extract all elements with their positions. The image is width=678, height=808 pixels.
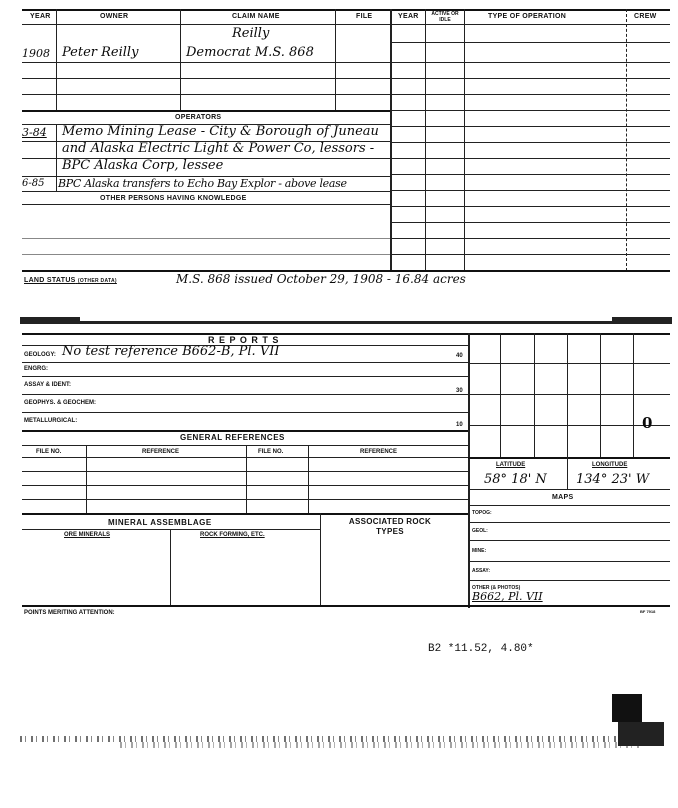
knowledge-title: OTHER PERSONS HAVING KNOWLEDGE [100,195,247,202]
geophys-label: GEOPHYS. & GEOCHEM: [24,400,97,406]
header-year: YEAR [30,13,51,20]
assay-map-label: ASSAY: [472,568,491,574]
operator-line-1: Memo Mining Lease - City & Borough of Juneau [62,124,379,139]
associated-rock-types: ASSOCIATED ROCK TYPES [348,517,432,536]
claim-owner: Peter Reilly [62,45,139,60]
col-reference-2: REFERENCE [360,449,398,455]
location-mark: 0 [642,414,653,432]
land-status-sub: (OTHER DATA) [77,278,117,284]
mine-label: MINE: [472,548,487,554]
header-crew: CREW [634,13,657,20]
header-year-2: YEAR [398,13,419,20]
ore-minerals: ORE MINERALS [64,532,111,538]
rock-forming: ROCK FORMING, ETC. [200,532,265,538]
claim-name: Democrat M.S. 868 [186,45,314,60]
longitude-value: 134° 23' W [576,472,650,487]
num-10: 10 [456,422,463,428]
claim-year: 1908 [22,47,50,60]
col-file-no-1: FILE NO. [36,449,62,455]
points-meriting-attention: POINTS MERITING ATTENTION: [24,610,115,616]
claim-group-name: Reilly [232,26,270,41]
num-40: 40 [456,353,463,359]
operators-title: OPERATORS [175,114,222,121]
assay-label: ASSAY & IDENT: [24,382,72,388]
latitude-label: LATITUDE [496,462,526,468]
operator-line-2: and Alaska Electric Light & Power Co, lessors - [62,141,375,156]
topog-label: TOPOG: [472,510,492,516]
col-reference-1: REFERENCE [142,449,180,455]
card-divider [20,321,672,324]
typed-note: B2 *11.52, 4.80* [428,643,534,655]
header-active-idle: ACTIVE OR IDLE [431,11,459,23]
header-type-of-operation: TYPE OF OPERATION [488,13,567,20]
num-30: 30 [456,388,463,394]
metallurgical-label: METALLURGICAL: [24,418,78,424]
col-file-no-2: FILE NO. [258,449,284,455]
land-status-label [24,277,117,284]
general-references-title: GENERAL REFERENCES [180,433,285,442]
header-claim-name: CLAIM NAME [232,13,280,20]
geol-label: GEOL: [472,528,488,534]
operator-line-4: BPC Alaska transfers to Echo Bay Explor - above lease [58,177,347,190]
other-photos-value: B662, Pl. VII [472,590,543,603]
engrg-label: ENGRG: [24,366,48,372]
latitude-value: 58° 18' N [484,472,547,487]
operator-line-3: BPC Alaska Corp, lessee [62,158,224,173]
land-status-title: LAND STATUS [24,277,76,284]
form-code: BF 7918 [640,609,656,614]
geology-label: GEOLOGY: [24,352,56,358]
reports-title: R E P O R T S [208,335,280,345]
header-file: FILE [356,13,373,20]
land-status-value: M.S. 868 issued October 29, 1908 - 16.84 acres [176,272,466,286]
operator-year-2: 6-85 [22,178,45,189]
header-owner: OWNER [100,13,129,20]
operator-year-1: 3-84 [22,126,47,139]
maps-title: MAPS [552,494,574,501]
mineral-assemblage-title: MINERAL ASSEMBLAGE [108,518,212,527]
geology-value: No test reference B662-B, Pl. VII [62,344,280,359]
other-photos-label: OTHER (& PHOTOS) [472,585,521,591]
longitude-label: LONGITUDE [592,462,628,468]
